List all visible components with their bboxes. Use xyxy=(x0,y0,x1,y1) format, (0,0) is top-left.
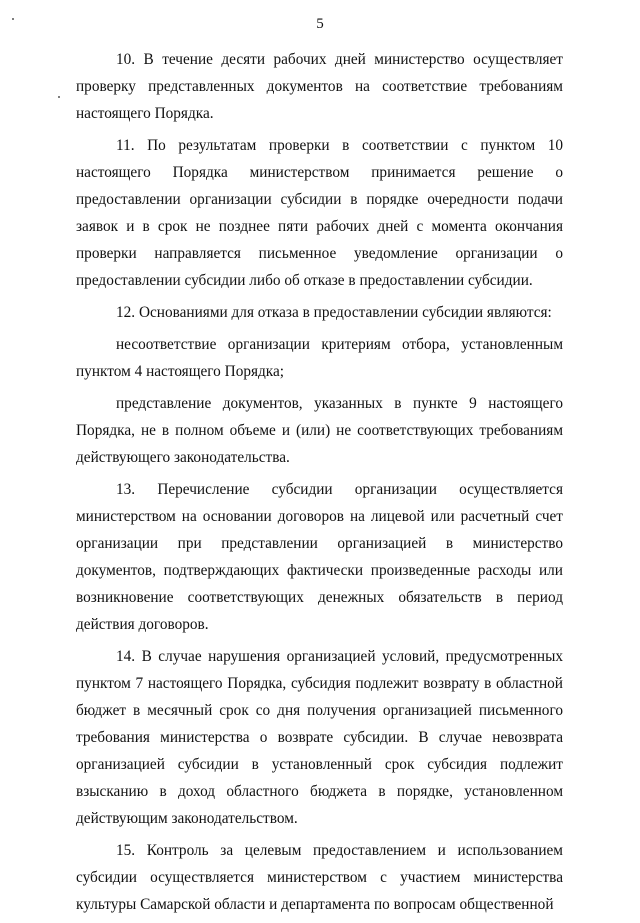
paragraph-12-item-2: представление документов, указанных в пункте 9 настоящего Порядка, не в полном объеме и (или) не соответствующих требованиям действующего законодательства. xyxy=(76,395,563,466)
page-number: 5 xyxy=(316,16,324,32)
paragraph-14: 14. В случае нарушения организацией условий, предусмотренных пунктом 7 настоящего Порядка, субсидия подлежит возврату в областной бюджет в месячный срок со дня получения организацией письменного требования министерства о возврате субсидии. В случае невозврата организацией субсидии в установленный срок субсидия подлежит взысканию в доход областного бюджета в порядке, установленном действующим законодательством. xyxy=(76,648,563,827)
paragraph-12: 12. Основаниями для отказа в предоставлении субсидии являются: xyxy=(116,304,552,321)
paragraph-13: 13. Перечисление субсидии организации осуществляется министерством на основании договоров на лицевой или расчетный счет организации при представлении организацией в министерство документов, подтверждающих фактически произведенные расходы или возникновение соответствующих денежных обязательств в период действия договоров. xyxy=(76,481,563,633)
paragraph-10: 10. В течение десяти рабочих дней министерство осуществляет проверку представленных документов на соответствие требованиям настоящего Порядка. xyxy=(76,51,563,122)
paragraph-12-item-1: несоответствие организации критериям отбора, установленным пунктом 4 настоящего Порядка; xyxy=(76,336,563,380)
scan-speck xyxy=(58,96,60,98)
document-body xyxy=(76,46,563,923)
paragraph-11: 11. По результатам проверки в соответствии с пунктом 10 настоящего Порядка министерством принимается решение о предоставлении организации субсидии в порядке очередности подачи заявок и в срок не позднее пяти рабочих дней с момента окончания проверки направляется письменное уведомление организации о предоставлении субсидии либо об отказе в предоставлении субсидии. xyxy=(76,137,563,289)
paragraph-15: 15. Контроль за целевым предоставлением и использованием субсидии осуществляется министерством с участием министерства культуры Самарской области и департамента по вопросам общественной xyxy=(76,842,563,913)
